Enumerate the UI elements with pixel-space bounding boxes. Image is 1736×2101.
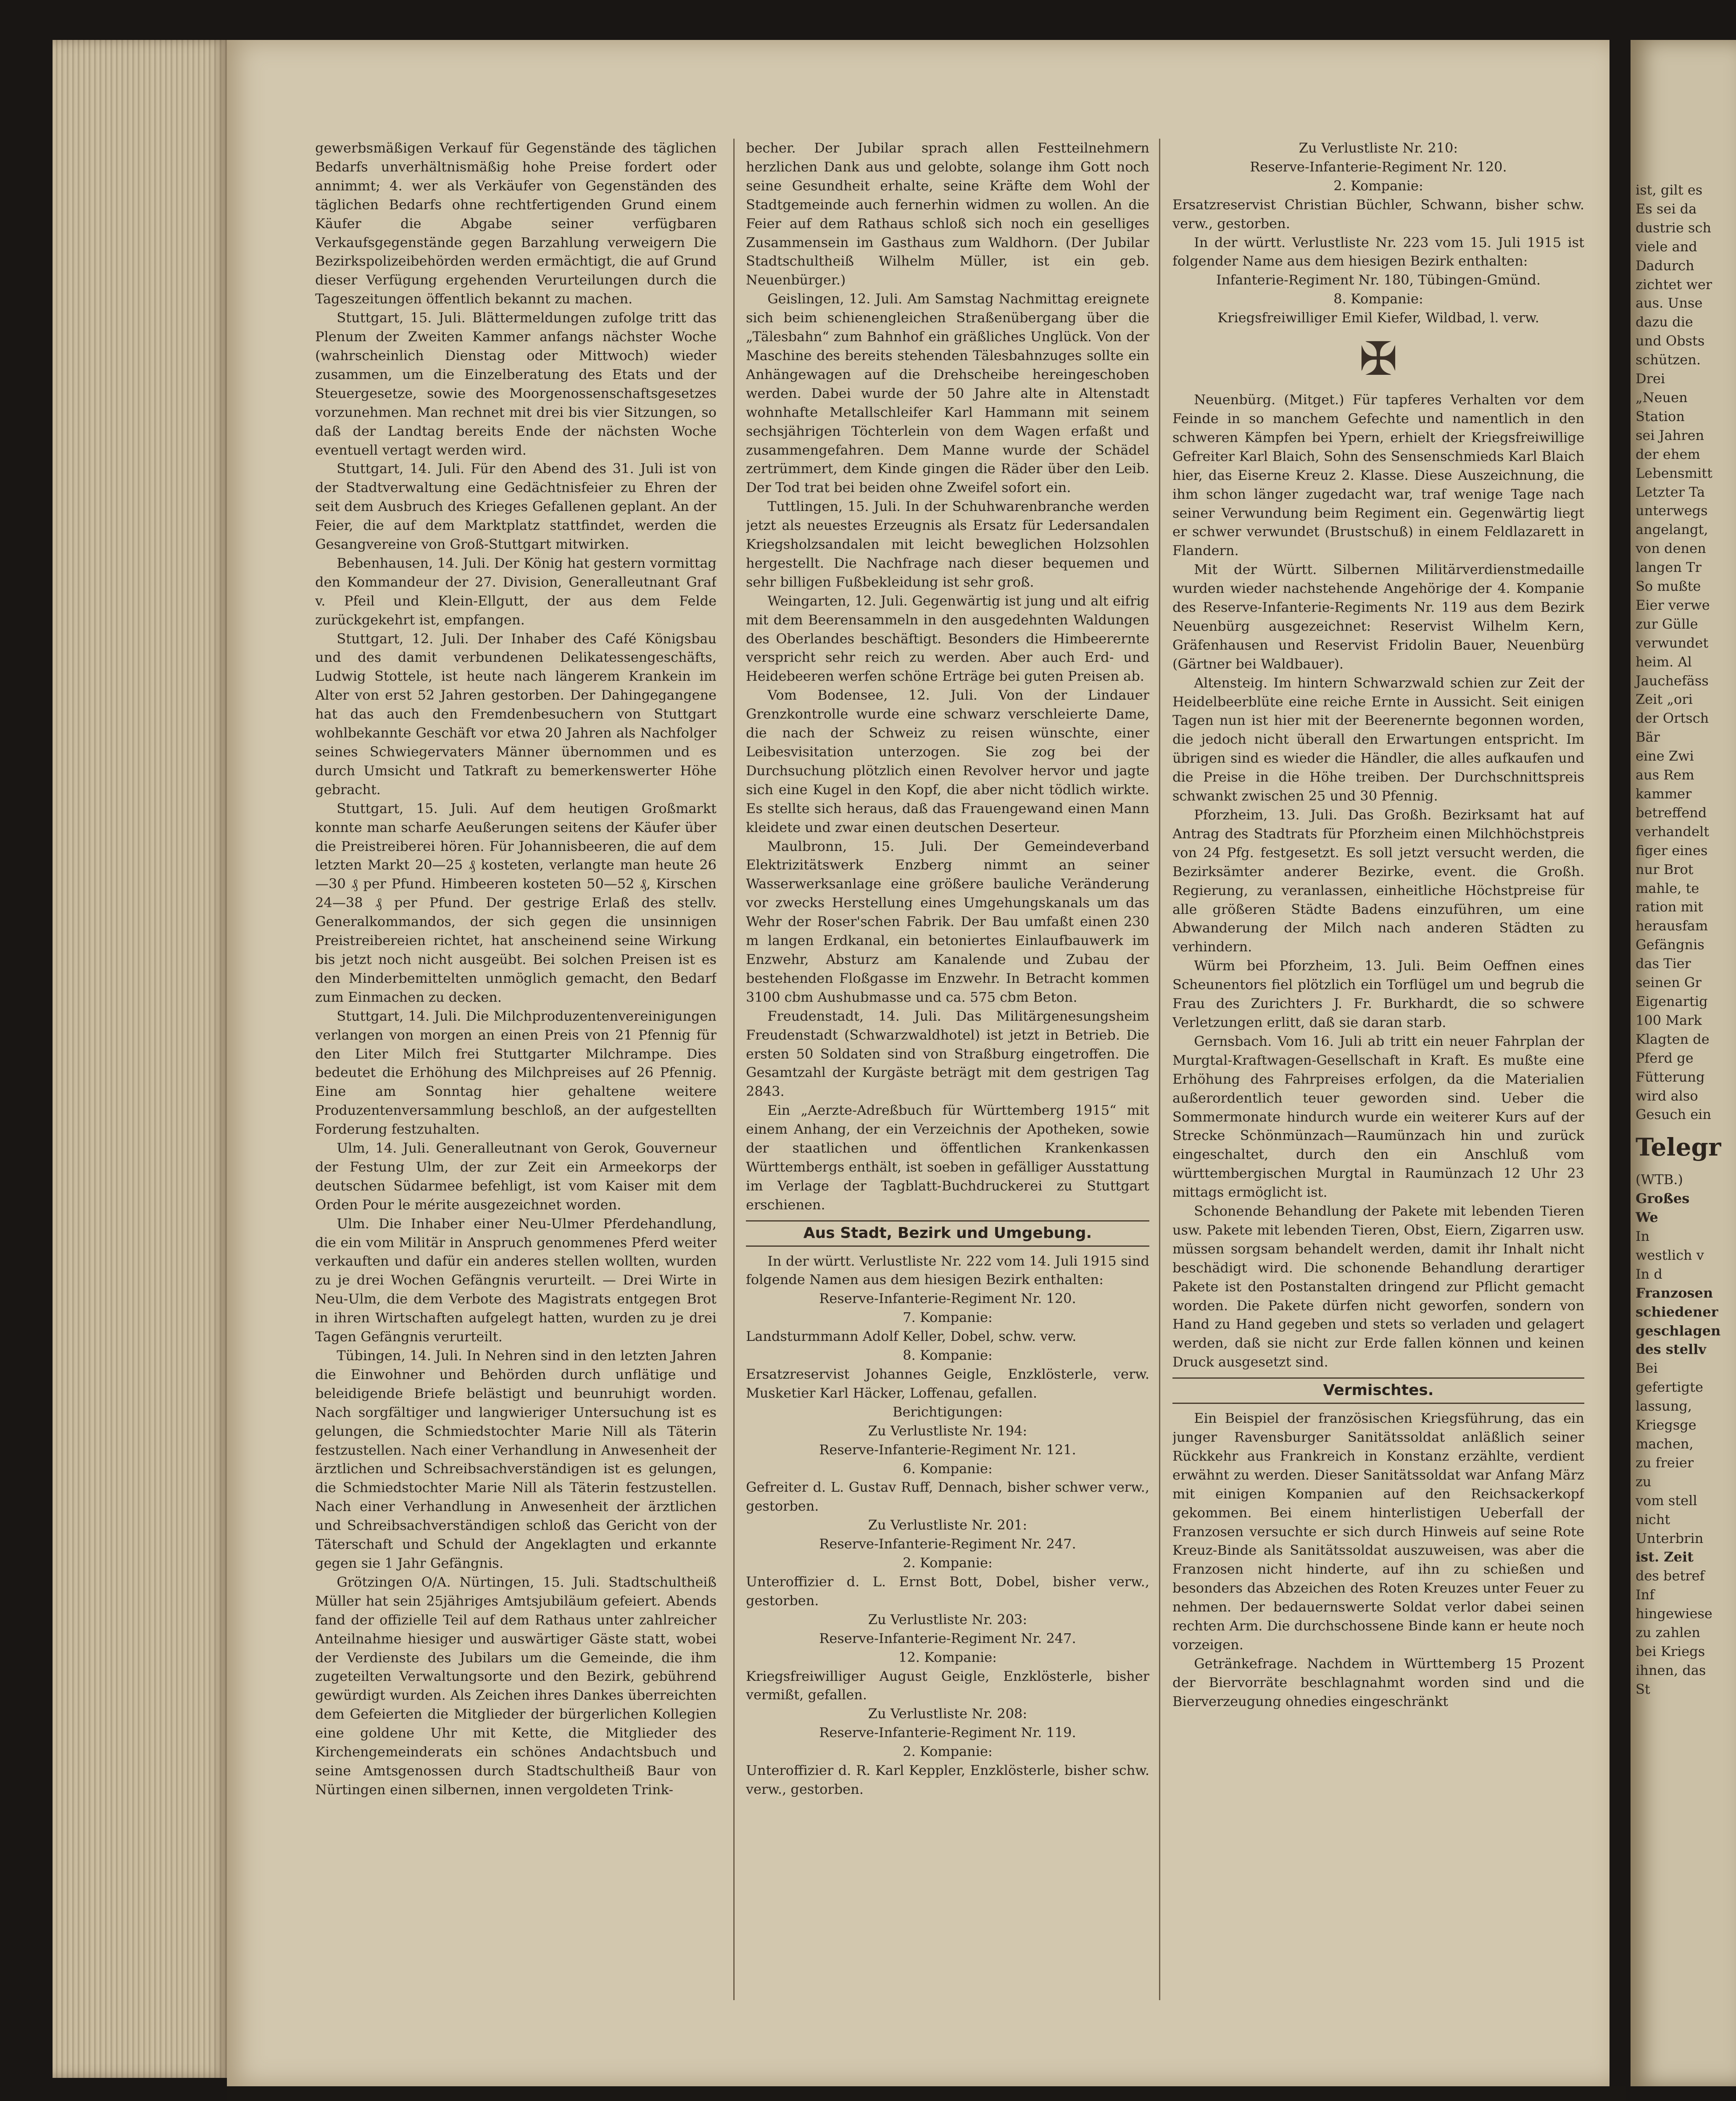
paragraph: Stuttgart, 15. Juli. Blättermeldungen zufolge tritt das Plenum der Zweiten Kammer anfangs nächster Woche (wahrscheinlich Dienstag oder Mittwoch) wieder zusammen, um die Einzelberatung des Etats und der Steuergesetze, sowie des Moorgenossenschaftsgesetzes vorzunehmen. Man rechnet mit drei bis vier Sitzungen, so daß der Landtag bereits Ende der nächsten Woche eventuell vertagt werden wird. [315, 310, 717, 458]
fragment-line: machen, [1636, 1436, 1694, 1452]
fragment-line: das Tier [1636, 956, 1691, 972]
next-page-fragments [1631, 40, 1736, 1699]
fragment-line: In [1636, 1228, 1650, 1245]
casualty-entry: Kriegsfreiwilliger Emil Kiefer, Wildbad, l. verw. [1217, 310, 1539, 326]
regiment-heading: Reserve-Infanterie-Regiment Nr. 121. [819, 1441, 1076, 1458]
paragraph: becher. Der Jubilar sprach allen Festteilnehmern herzlichen Dank aus und gelobte, solange ihm Gott noch seine Gesundheit erhalte, seine Kräfte dem Wohl der Stadtgemeinde auch fernerhin widmen zu wollen. An die Feier auf dem Rathaus schloß sich noch ein geselliges Zusammensein im Gasthaus zum Waldhorn. (Der Jubilar Stadtschultheiß Wilhelm Müller, ist ein geb. Neuenbürger.) [746, 140, 1149, 288]
fragment-line: sei Jahren [1636, 427, 1704, 443]
fragment-line: nicht [1636, 1511, 1670, 1527]
fragment-line: schützen. [1636, 352, 1701, 368]
casualty-entry: Ersatzreservist Johannes Geigle, Enzklösterle, verw. Musketier Karl Häcker, Loffenau, gefallen. [746, 1366, 1149, 1401]
fragment-line: „Neuen [1636, 389, 1688, 405]
column-2 [746, 139, 1149, 1996]
fragment-line: Großes [1636, 1190, 1690, 1207]
fragment-line: dazu die [1636, 314, 1693, 330]
fragment-line: der ehem [1636, 446, 1700, 462]
fragment-line: der Ortsch [1636, 710, 1709, 727]
paragraph: Altensteig. Im hintern Schwarzwald schien zur Zeit der Heidelbeerblüte eine reiche Ernte in Aussicht. Seit einigen Tagen nun ist hier mit der Beerenernte begonnen worden, die jedoch nicht überall den Erwartungen entspricht. Im übrigen sind es wieder die Händler, die alles aufkaufen und die Preise in die Höhe treiben. Der Durchschnittspreis schwankt zwischen 25 und 30 Pfennig. [1172, 674, 1584, 804]
paragraph: Ein „Aerzte-Adreßbuch für Württemberg 1915“ mit einem Anhang, der ein Verzeichnis der Apotheken, sowie der staatlichen und öffentlichen Krankenkassen Württembergs enthält, ist soeben in gefälliger Ausstattung im Verlage der Tagblatt-Buchdruckerei zu Stuttgart erschienen. [746, 1102, 1149, 1213]
book-spine [53, 40, 229, 2078]
paragraph: In der württ. Verlustliste Nr. 223 vom 15. Juli 1915 ist folgender Name aus dem hiesigen Bezirk enthalten: [1172, 234, 1584, 269]
list-heading: Zu Verlustliste Nr. 210: [1299, 140, 1458, 156]
fragment-line: Letzter Ta [1636, 484, 1705, 500]
list-heading: Zu Verlustliste Nr. 203: [868, 1611, 1027, 1627]
fragment-line: geschlagen [1636, 1322, 1721, 1339]
fragment-line: Zeit „ori [1636, 691, 1693, 708]
regiment-heading: Reserve-Infanterie-Regiment Nr. 247. [819, 1536, 1076, 1552]
fragment-line: gefertigte [1636, 1379, 1703, 1395]
fragment-line: Pferd ge [1636, 1050, 1694, 1066]
fragment-line: Fütterung [1636, 1069, 1705, 1085]
fragment-line: aus. Unse [1636, 295, 1703, 311]
company-heading: 8. Kompanie: [903, 1347, 993, 1364]
column-3 [1172, 139, 1584, 1996]
fragment-line: lassung, [1636, 1398, 1692, 1414]
fragment-line: ihnen, das [1636, 1662, 1706, 1678]
paragraph: Weingarten, 12. Juli. Gegenwärtig ist jung und alt eifrig mit dem Beerensammeln in den ausgedehnten Waldungen des Oberlandes beschäftigt. Besonders die Himbeerernte verspricht sehr reich zu werden. Aber auch Erd- und Heidebeeren werfen schöne Erträge bei guten Preisen ab. [746, 592, 1149, 685]
company-heading: 8. Kompanie: [1333, 291, 1423, 307]
paragraph: Maulbronn, 15. Juli. Der Gemeindeverband Elektrizitätswerk Enzberg nimmt an seiner Wasserwerksanlage eine größere bauliche Veränderung vor zwecks Herstellung eines Umgehungskanals um das Wehr der Roser'schen Fabrik. Der Bau umfaßt einen 230 m langen Erdkanal, ein betoniertes Einlaufbauwerk im Enzwehr, Absturz am Kanalende und Zubau der bestehenden Floßgasse im Enzwehr. In Betracht kommen 3100 cbm Aushubmasse und ca. 575 cbm Beton. [746, 838, 1149, 1005]
casualty-entry: Kriegsfreiwilliger August Geigle, Enzklösterle, bisher vermißt, gefallen. [746, 1668, 1149, 1703]
list-heading: Zu Verlustliste Nr. 194: [868, 1422, 1027, 1439]
fragment-line: zur Gülle [1636, 616, 1698, 632]
fragment-line: Eier verwe [1636, 597, 1710, 613]
paragraph: Freudenstadt, 14. Juli. Das Militärgenesungsheim Freudenstadt (Schwarzwaldhotel) ist jetzt in Betrieb. Die ersten 50 Soldaten sind von Straßburg eingetroffen. Die Gesamtzahl der Kurgäste beträgt mit dem gestrigen Tag 2843. [746, 1008, 1149, 1100]
paragraph: Gernsbach. Vom 16. Juli ab tritt ein neuer Fahrplan der Murgtal-Kraftwagen-Gesellschaft in Kraft. Es mußte eine Erhöhung des Fahrpreises erfolgen, da die Materialien außerordentlich teuer geworden sind. Ueber die Sommermonate hindurch wurde ein weiterer Kurs auf der Strecke Schönmünzach—Raumünzach hin und zurück eingeschaltet, durch den ein Anschluß vom württembergischen Murgtal in Raumünzach 12 Uhr 23 mittags ermöglicht ist. [1172, 1033, 1584, 1201]
regiment-heading: Infanterie-Regiment Nr. 180, Tübingen-Gmünd. [1216, 272, 1541, 288]
paragraph: Stuttgart, 15. Juli. Auf dem heutigen Großmarkt konnte man scharfe Aeußerungen seitens der Käufer über die Preistreiberei hören. Für Johannisbeeren, die auf dem letzten Markt 20—25 ₰ kosteten, verlangte man heute 26—30 ₰ per Pfund. Himbeeren kosteten 50—52 ₰, Kirschen 24—38 ₰ per Pfund. Der gestrige Erlaß des stellv. Generalkommandos, der sich gegen die unsinnigen Preistreibereien richtet, hat anscheinend seine Wirkung bis jetzt noch nicht ausgeübt. Bei solchen Preisen ist es den Minderbemittelten unmöglich gemacht, den Bedarf zum Einmachen zu decken. [315, 800, 717, 1005]
fragment-line: zu [1636, 1473, 1652, 1490]
paragraph: gewerbsmäßigen Verkauf für Gegenstände des täglichen Bedarfs unverhältnismäßig hohe Preise fordert oder annimmt; 4. wer als Verkäufer von Gegenständen des täglichen Bedarfs ohne rechtfertigenden Grund einem Käufer die Abgabe seiner verfügbaren Verkaufsgegenstände gegen Barzahlung verweigern Die Bezirkspolizeibehörden werden ermächtigt, die auf Grund dieser Verfügung ergehenden Verurteilungen durch die Tageszeitungen öffentlich bekannt zu machen. [315, 140, 717, 307]
regiment-heading: Reserve-Infanterie-Regiment Nr. 120. [1250, 158, 1507, 175]
fragment-line: eine Zwi [1636, 748, 1694, 764]
fragment-line: mahle, te [1636, 880, 1699, 896]
iron-cross-icon: ✠ [1359, 332, 1398, 386]
company-heading: 2. Kompanie: [903, 1743, 993, 1760]
paragraph: Ein Beispiel der französischen Kriegsführung, das ein junger Ravensburger Sanitätssoldat anläßlich seiner Rückkehr aus Frankreich in Konstanz erzählte, verdient erwähnt zu werden. Dieser Sanitätssoldat war Anfang März mit einigen Kompanien auf den Reichsackerkopf gekommen. Bei einem hinterlistigen Ueberfall der Franzosen versuchte er sich durch Hinweis auf seine Rote Kreuz-Binde als Sanitätssoldat auszuweisen, was aber die Franzosen nicht hinderte, auf ihn zu schießen und besonders das Abzeichen des Roten Kreuzes unter Feuer zu nehmen. Der bedauernswerte Soldat verlor dabei seinen rechten Arm. Die durchschossene Binde kann er heute noch vorzeigen. [1172, 1410, 1584, 1653]
paragraph: Stuttgart, 14. Juli. Für den Abend des 31. Juli ist von der Stadtverwaltung eine Gedächtnisfeier zu Ehren der seit dem Ausbruch des Krieges Gefallenen geplant. An der Feier, die auf dem Marktplatz stattfindet, werden die Gesangvereine von Groß-Stuttgart mitwirken. [315, 461, 717, 553]
fragment-line: schiedener [1636, 1303, 1718, 1320]
fragment-line: vom stell [1636, 1492, 1697, 1509]
section-header-miscellaneous: Vermischtes. [1172, 1377, 1584, 1404]
fragment-line: Lebensmitt [1636, 465, 1712, 481]
company-heading: 7. Kompanie: [903, 1309, 993, 1326]
fragment-line: Bei [1636, 1360, 1658, 1377]
paragraph: Bebenhausen, 14. Juli. Der König hat gestern vormittag den Kommandeur der 27. Division, Generalleutnant Graf v. Pfeil und Klein-Ellgutt, der aus dem Felde zurückgekehrt ist, empfangen. [315, 555, 717, 628]
fragment-line: Franzosen [1636, 1285, 1713, 1301]
fragment-line: verhandelt [1636, 823, 1710, 840]
fragment-line: Es sei da [1636, 200, 1697, 217]
column-rule [733, 139, 735, 2000]
fragment-line: ist. Zeit [1636, 1549, 1694, 1565]
paragraph: Stuttgart, 14. Juli. Die Milchproduzentenvereinigungen verlangen von morgen an einen Preis von 21 Pfennig für den Liter Milch frei Stuttgarter Milchrampe. Dies bedeutet die Erhöhung des Milchpreises auf 26 Pfennig. Eine am Sonntag hier gehaltene weitere Produzentenversammlung beschloß, an der aufgestellten Forderung festzuhalten. [315, 1008, 717, 1137]
paragraph: Würm bei Pforzheim, 13. Juli. Beim Oeffnen eines Scheunentors fiel plötzlich ein Torflügel um und begrub die Frau des Zurichters J. Fr. Burkhardt, die so schwere Verletzungen erlitt, daß sie daran starb. [1172, 958, 1584, 1030]
fragment-line: Gefängnis [1636, 937, 1704, 953]
fragment-line: St [1636, 1681, 1650, 1697]
casualty-entry: Gefreiter d. L. Gustav Ruff, Dennach, bisher schwer verw., gestorben. [746, 1479, 1149, 1514]
fragment-line: heim. Al [1636, 653, 1692, 670]
paragraph: Tübingen, 14. Juli. In Nehren sind in den letzten Jahren die Einwohner und Behörden durch unflätige und beleidigende Briefe belästigt und beunruhigt worden. Nach sorgfältiger und langwieriger Untersuchung ist es gelungen, die Schmiedstochter Marie Nill als Täterin festzustellen. Nach einer Verhandlung in Anwesenheit der ärztlichen und Schreibsachverständigen ist es gelungen, die Schmiedstochter Marie Nill als Täterin festzustellen. Nach einer Verhandlung in Anwesenheit der ärztlichen und Schreibsachverständigen schloß das Gericht von der Täterschaft und Schuld der Angeklagten und erkannte gegen sie 1 Jahr Gefängnis. [315, 1348, 717, 1571]
fragment-line: des stellv [1636, 1341, 1706, 1358]
company-heading: 2. Kompanie: [1333, 177, 1423, 194]
fragment-line: Station [1636, 408, 1685, 424]
next-page-edge [1631, 40, 1736, 2086]
fragment-line: ist, gilt es [1636, 182, 1703, 198]
fragment-line: figer eines [1636, 842, 1708, 858]
fragment-line: Klagten de [1636, 1031, 1710, 1047]
fragment-line: langen Tr [1636, 559, 1702, 576]
fragment-line: Dadurch [1636, 257, 1694, 274]
fragment-line: zichtet wer [1636, 276, 1712, 292]
fragment-line: wird also [1636, 1087, 1698, 1104]
fragment-line: Eigenartig [1636, 993, 1708, 1009]
paragraph: Neuenbürg. (Mitget.) Für tapferes Verhalten vor dem Feinde in so manchem Gefechte und namentlich in den schweren Kämpfen bei Ypern, erhielt der Kriegsfreiwillige Gefreiter Karl Blaich, Sohn des Sensenschmieds Karl Blaich hier, das Eiserne Kreuz 2. Klasse. Diese Auszeichnung, die ihm schon länger zugedacht war, traf wenige Tage nach seiner Verwundung beim Regiment ein. Gegenwärtig liegt er schwer verwundet (Brustschuß) in einem Feldlazarett in Flandern. [1172, 392, 1584, 559]
fragment-line: viele and [1636, 238, 1697, 255]
fragment-line: bei Kriegs [1636, 1643, 1705, 1659]
company-heading: 2. Kompanie: [903, 1555, 993, 1571]
paragraph: Stuttgart, 12. Juli. Der Inhaber des Café Königsbau und des damit verbundenen Delikatessengeschäfts, Ludwig Stottele, ist heute nach längerem Krankein im Alter von erst 52 Jahren gestorben. Der Dahingegangene hat das auch den Fremdenbesuchern von Stuttgart wohlbekannte Geschäft vor etwa 20 Jahren als Nachfolger seines Schwiegervaters Männer übernommen und es durch Umsicht und Tatkraft zu bemerkenswerter Höhe gebracht. [315, 630, 717, 798]
paragraph: Mit der Württ. Silbernen Militärverdienstmedaille wurden wieder nachstehende Angehörige der 4. Kompanie des Reserve-Infanterie-Regiments Nr. 119 aus dem Bezirk Neuenbürg ausgezeichnet: Reservist Wilhelm Kern, Gräfenhausen und Reservist Fridolin Bauer, Neuenbürg (Gärtner bei Waldbauer). [1172, 561, 1584, 672]
regiment-heading: Reserve-Infanterie-Regiment Nr. 119. [819, 1725, 1076, 1741]
corrections-heading: Berichtigungen: [892, 1403, 1003, 1420]
paragraph: Tuttlingen, 15. Juli. In der Schuhwarenbranche werden jetzt als neuestes Erzeugnis als Ersatz für Ledersandalen Kriegsholzsandalen mit leicht beweglichen Holzsohlen hergestellt. Die Nachfrage nach dieser bequemen und sehr billigen Fußbekleidung ist sehr groß. [746, 498, 1149, 590]
fragment-line: seinen Gr [1636, 974, 1702, 991]
column-1 [315, 139, 717, 1996]
fragment-line: nur Brot [1636, 861, 1694, 877]
fragment-line: So mußte [1636, 578, 1701, 595]
paragraph: Geislingen, 12. Juli. Am Samstag Nachmittag ereignete sich beim schienengleichen Straßenübergang über die „Tälesbahn“ zum Bahnhof ein gräßliches Unglück. Von der Maschine des bereits stehenden Tälesbahnzuges sollte ein Anhängewagen auf die Drehscheibe hereingeschoben werden. Dabei wurde der 50 Jahre alte in Altenstadt wohnhafte Metallschleifer Karl Hammann mit seinem sechsjährigen Töchterlein von dem Wagen erfaßt und zusammengefahren. Dem Manne wurde der Schädel zertrümmert, dem Kinde gingen die Räder über den Leib. Der Tod trat bei beiden ohne Zweifel sofort ein. [746, 291, 1149, 496]
casualty-entry: Unteroffizier d. R. Karl Keppler, Enzklösterle, bisher schw. verw., gestorben. [746, 1762, 1149, 1797]
paragraph: Vom Bodensee, 12. Juli. Von der Lindauer Grenzkontrolle wurde eine schwarz verschleierte Dame, die nach der Schweiz zu reisen wünschte, einer Leibesvisitation unterzogen. Sie zog bei der Durchsuchung plötzlich einen Revolver hervor und jagte sich eine Kugel in den Kopf, die aber nicht tödlich wirkte. Es stellte sich heraus, daß das Frauengewand einen Mann kleidete und zwar einen deutschen Deserteur. [746, 687, 1149, 835]
paragraph: Schonende Behandlung der Pakete mit lebenden Tieren usw. Pakete mit lebenden Tieren, Obst, Eiern, Zigarren usw. müssen sorgsam behandelt werden, damit ihr Inhalt nicht beschädigt wird. Die schonende Behandlung derartiger Pakete ist den Postanstalten dringend zur Pflicht gemacht worden. Die Pakete dürfen nicht geworfen, sondern von Hand zu Hand gegeben und stets so verladen und gelagert werden, daß sie nicht zur Erde fallen können und keinen Druck ausgesetzt sind. [1172, 1203, 1584, 1370]
fragment-line: dustrie sch [1636, 219, 1711, 236]
casualty-entry: Ersatzreservist Christian Büchler, Schwann, bisher schw. verw., gestorben. [1172, 196, 1584, 232]
paragraph: Pforzheim, 13. Juli. Das Großh. Bezirksamt hat auf Antrag des Stadtrats für Pforzheim einen Milchhöchstpreis von 24 Pfg. festgesetzt. Es soll jetzt versucht werden, die Bezirksämter anderer Bezirke, event. die Großh. Regierung, zu veranlassen, einheitliche Höchstpreise für alle größeren Städte Badens einzuführen, um eine Abwanderung der Milch nach anderen Städten zu verhindern. [1172, 807, 1584, 955]
fragment-line: We [1636, 1209, 1658, 1226]
paragraph: Grötzingen O/A. Nürtingen, 15. Juli. Stadtschultheiß Müller hat sein 25jähriges Amtsjubiläum gefeiert. Abends fand der offizielle Teil auf dem Rathaus unter zahlreicher Anteilnahme hiesiger und auswärtiger Gäste statt, wobei der Verdienste des Jubilars um die Gemeinde, die ihm zugeteilten Verwaltungsorte und den Bezirk, gebührend gewürdigt wurden. Als Zeichen ihres Dankes überreichten dem Gefeierten die Mitglieder der bürgerlichen Kollegien eine goldene Uhr mit Kette, die Mitglieder des Kirchengemeinderats ein schönes Andachtsbuch und seine Amtsgenossen durch Stadtschultheiß Baur von Nürtingen einen silbernen, innen vergoldeten Trink- [315, 1574, 717, 1798]
fragment-line: hingewiese [1636, 1606, 1712, 1622]
company-heading: 6. Kompanie: [903, 1460, 993, 1477]
fragment-line: 100 Mark [1636, 1012, 1702, 1028]
fragment-line: Drei [1636, 371, 1665, 387]
paragraph: Ulm. Die Inhaber einer Neu-Ulmer Pferdehandlung, die ein vom Militär in Anspruch genommenes Pferd weiter verkauften und dafür ein anderes stellen wollten, wurden zu je drei Wochen Gefängnis verurteilt. — Drei Wirte in Neu-Ulm, die dem Verbote des Magistrats entgegen Brot in ihren Wirtschaften aufgelegt hatten, wurden zu je drei Tagen Gefängnis verurteilt. [315, 1215, 717, 1345]
casualty-entry: Landsturmmann Adolf Keller, Dobel, schw. verw. [746, 1328, 1077, 1345]
fragment-line: ration mit [1636, 899, 1703, 915]
fragment-line: von denen [1636, 540, 1706, 557]
fragment-line: zu zahlen [1636, 1624, 1700, 1641]
fragment-line: kammer [1636, 786, 1692, 802]
list-heading: Zu Verlustliste Nr. 201: [868, 1517, 1027, 1533]
fragment-line: herausfam [1636, 918, 1708, 934]
fragment-line: Unterbrin [1636, 1530, 1704, 1546]
list-heading: Zu Verlustliste Nr. 208: [868, 1706, 1027, 1722]
fragment-line: Bär [1636, 729, 1660, 745]
section-header-local-news: Aus Stadt, Bezirk und Umgebung. [746, 1220, 1149, 1247]
fragment-line: zu freier [1636, 1454, 1694, 1471]
fragment-line: Telegr [1636, 1133, 1721, 1162]
fragment-line: und Obsts [1636, 333, 1705, 349]
fragment-line: westlich v [1636, 1247, 1704, 1263]
fragment-line: Kriegsge [1636, 1417, 1696, 1433]
fragment-line: In d [1636, 1266, 1662, 1282]
fragment-line: unterwegs [1636, 503, 1708, 519]
paragraph: In der württ. Verlustliste Nr. 222 vom 14. Juli 1915 sind folgende Namen aus dem hiesigen Bezirk enthalten: [746, 1253, 1149, 1288]
fragment-line: (WTB.) [1636, 1172, 1683, 1188]
fragment-line: betreffend [1636, 804, 1707, 821]
fragment-line: verwundet [1636, 635, 1709, 651]
fragment-line: Jauchefäss [1636, 672, 1709, 689]
regiment-heading: Reserve-Infanterie-Regiment Nr. 120. [819, 1290, 1076, 1307]
regiment-heading: Reserve-Infanterie-Regiment Nr. 247. [819, 1630, 1076, 1646]
casualty-entry: Unteroffizier d. L. Ernst Bott, Dobel, bisher verw., gestorben. [746, 1573, 1149, 1609]
photo-bottom-edge [227, 2086, 1626, 2101]
fragment-line: angelangt, [1636, 521, 1708, 538]
fragment-line: des betref [1636, 1568, 1705, 1584]
fragment-line: aus Rem [1636, 767, 1694, 783]
paragraph: Ulm, 14. Juli. Generalleutnant von Gerok, Gouverneur der Festung Ulm, der zur Zeit ein Armeekorps der deutschen Südarmee befehligt, ist vom Kaiser mit dem Orden Pour le mérite ausgezeichnet worden. [315, 1140, 717, 1213]
paragraph: Getränkefrage. Nachdem in Württemberg 15 Prozent der Biervorräte beschlagnahmt worden sind und die Bierverzeugung ohnedies eingeschränkt [1172, 1655, 1584, 1709]
column-rule [1159, 139, 1160, 2000]
fragment-line: Inf [1636, 1587, 1655, 1603]
fragment-line: Gesuch ein [1636, 1106, 1712, 1123]
company-heading: 12. Kompanie: [898, 1649, 997, 1665]
